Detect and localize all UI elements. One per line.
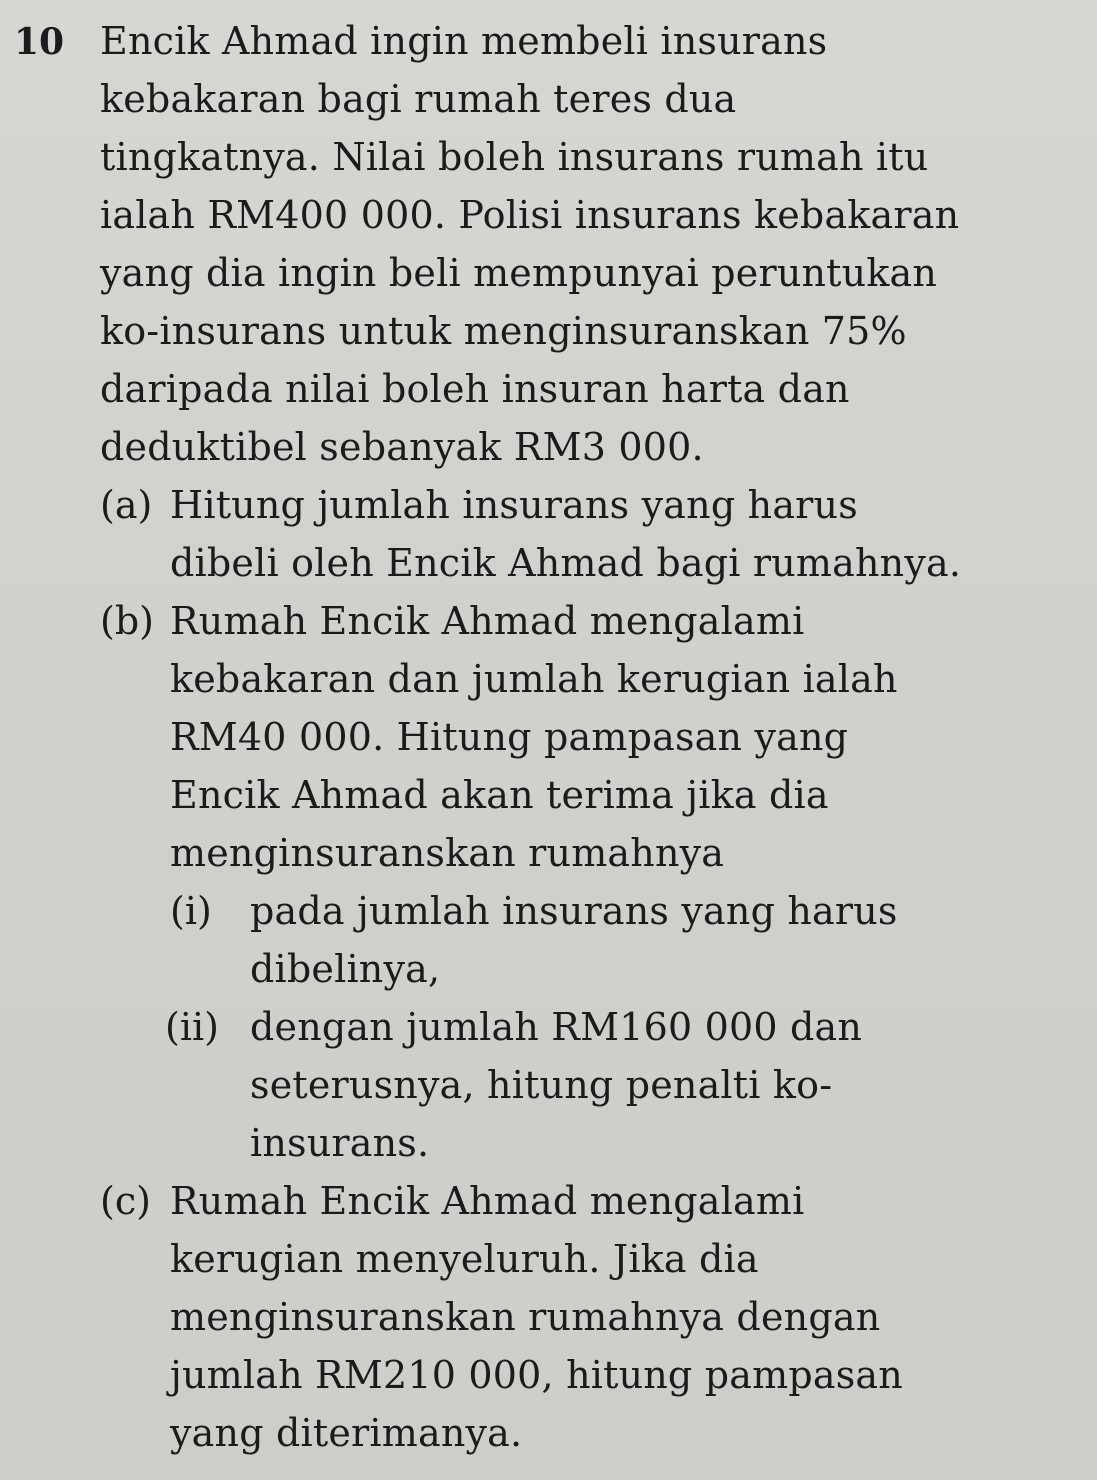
part-c-line: menginsuranskan rumahnya dengan [170, 1295, 881, 1339]
stem-line: deduktibel sebanyak RM3 000. [100, 425, 704, 469]
sub-ii-line: insurans. [250, 1121, 430, 1165]
part-a-label: (a) [100, 483, 153, 527]
part-a-line: Hitung jumlah insurans yang harus [170, 483, 858, 527]
part-b-label: (b) [100, 599, 154, 643]
part-b-line: Encik Ahmad akan terima jika dia [170, 773, 829, 817]
sub-i-line: pada jumlah insurans yang harus [250, 889, 898, 933]
part-b-line: RM40 000. Hitung pampasan yang [170, 715, 849, 759]
part-c-line: Rumah Encik Ahmad mengalami [170, 1179, 805, 1223]
stem-line: kebakaran bagi rumah teres dua [100, 77, 737, 121]
sub-ii-line: seterusnya, hitung penalti ko- [250, 1063, 833, 1107]
stem-line: daripada nilai boleh insuran harta dan [100, 367, 850, 411]
stem-line: yang dia ingin beli mempunyai peruntukan [100, 251, 938, 295]
stem-line: ialah RM400 000. Polisi insurans kebakaran [100, 193, 960, 237]
part-b-line: kebakaran dan jumlah kerugian ialah [170, 657, 898, 701]
part-c-line: yang diterimanya. [170, 1411, 523, 1455]
stem-line: tingkatnya. Nilai boleh insurans rumah itu [100, 135, 929, 179]
part-b-line: menginsuranskan rumahnya [170, 831, 725, 875]
stem-line: Encik Ahmad ingin membeli insurans [100, 19, 828, 63]
stem-line: ko-insurans untuk menginsuranskan 75% [100, 309, 907, 353]
sub-i-label: (i) [170, 889, 212, 933]
part-c-label: (c) [100, 1179, 151, 1223]
part-b-line: Rumah Encik Ahmad mengalami [170, 599, 805, 643]
part-c-line: kerugian menyeluruh. Jika dia [170, 1237, 759, 1281]
sub-ii-line: dengan jumlah RM160 000 dan [250, 1005, 863, 1049]
part-c-line: jumlah RM210 000, hitung pampasan [170, 1353, 903, 1397]
sub-i-line: dibelinya, [250, 947, 441, 991]
sub-ii-label: (ii) [165, 1005, 219, 1049]
question-number: 10 [14, 21, 65, 63]
part-a-line: dibeli oleh Encik Ahmad bagi rumahnya. [170, 541, 962, 585]
